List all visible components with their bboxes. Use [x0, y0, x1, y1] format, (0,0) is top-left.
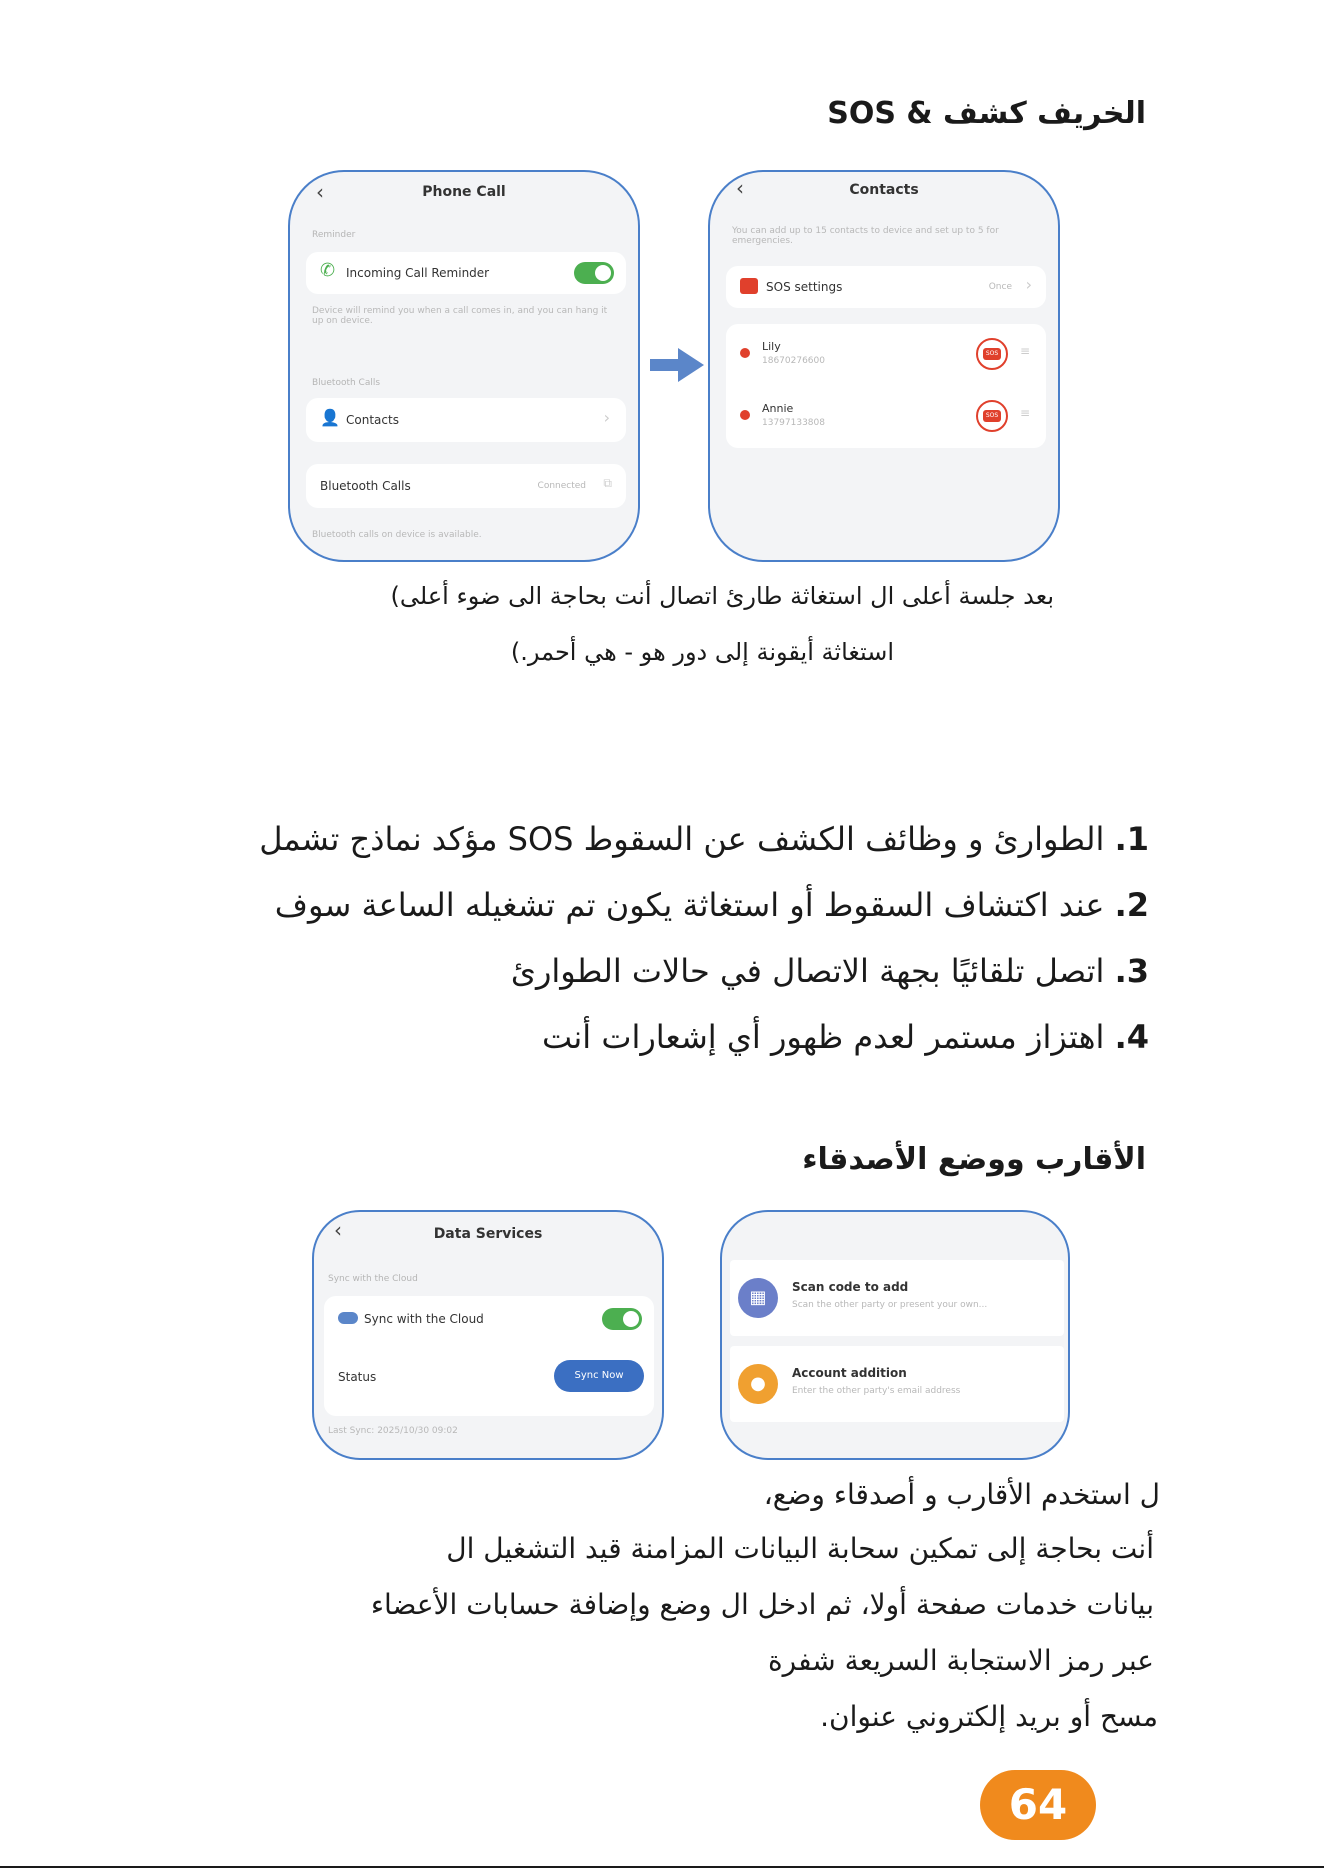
red-dot-icon — [740, 348, 750, 358]
person-icon: 👤 — [320, 408, 340, 427]
phone-call-screenshot — [288, 170, 640, 562]
list-number: 4. — [1114, 1018, 1149, 1056]
scan-code-title: Scan code to add — [792, 1280, 909, 1294]
list-item[interactable] — [726, 386, 1046, 448]
list-text: اهتزاز مستمر لعدم ظهور أي إشعارات أنت — [541, 1018, 1115, 1056]
contact-number: 18670276600 — [762, 356, 825, 366]
list-item-1 — [259, 820, 1149, 858]
status-label: Status — [338, 1370, 377, 1384]
qr-code-icon: ▦ — [738, 1278, 778, 1318]
account-addition-desc: Enter the other party's email address — [792, 1386, 961, 1396]
caption-line-2: استغاثة أيقونة إلى دور هو - هي أحمر.) — [510, 638, 894, 666]
list-item-4 — [542, 1018, 1149, 1056]
section-heading-fall-sos: الخريف كشف & SOS — [827, 96, 1146, 131]
bluetooth-link-icon: ⧉ — [603, 476, 612, 490]
cloud-icon — [338, 1312, 358, 1324]
last-sync-text: Last Sync: 2025/10/30 09:02 — [328, 1426, 458, 1436]
contact-name: Annie — [762, 402, 794, 415]
screen-title: Phone Call — [422, 184, 506, 200]
contact-number: 13797133808 — [762, 418, 825, 428]
sos-badge-icon[interactable] — [976, 338, 1008, 370]
list-item-3 — [511, 952, 1149, 990]
section-label-bluetooth: Bluetooth Calls — [312, 378, 381, 388]
list-text: الطوارئ و وظائف الكشف عن السقوط SOS مؤكد نماذج تشمل — [259, 820, 1115, 858]
sync-now-button[interactable]: Sync Now — [554, 1360, 644, 1392]
sos-badge-label: SOS — [983, 410, 1001, 422]
sos-settings-value: Once — [988, 282, 1012, 292]
contacts-row[interactable] — [306, 398, 626, 442]
page-number-badge: 64 — [980, 1770, 1096, 1840]
contacts-desc: You can add up to 15 contacts to device and set up to 5 for emergencies. — [732, 226, 999, 246]
add-member-screenshot — [720, 1210, 1070, 1460]
sos-settings-row[interactable] — [726, 266, 1046, 308]
account-addition-row[interactable] — [730, 1346, 1064, 1422]
paragraph-line-5: مسح أو بريد إلكتروني عنوان. — [820, 1700, 1158, 1733]
incoming-call-desc: Device will remind you when a call comes in, and you can hang it up on device. — [312, 306, 608, 326]
incoming-call-row — [306, 252, 626, 294]
scan-code-row[interactable] — [730, 1260, 1064, 1336]
sos-settings-label: SOS settings — [766, 280, 843, 294]
scan-code-desc: Scan the other party or present your own... — [792, 1300, 988, 1310]
contact-name: Lily — [762, 340, 781, 353]
sync-toggle[interactable] — [602, 1308, 642, 1330]
chevron-right-icon: › — [603, 408, 610, 427]
phone-icon: ✆ — [320, 260, 336, 281]
list-item[interactable] — [726, 324, 1046, 386]
sos-icon — [740, 278, 758, 294]
back-arrow-icon[interactable]: ‹ — [736, 176, 744, 200]
paragraph-line-3: بيانات خدمات صفحة أولا، ثم ادخل ال وضع وإضافة حسابات الأعضاء — [370, 1588, 1154, 1621]
incoming-call-toggle[interactable] — [574, 262, 614, 284]
screen-title: Contacts — [849, 182, 919, 198]
back-arrow-icon[interactable]: ‹ — [316, 180, 324, 204]
data-services-screenshot — [312, 1210, 664, 1460]
list-text: اتصل تلقائيًا بجهة الاتصال في حالات الطوارئ — [510, 952, 1115, 990]
back-arrow-icon[interactable]: ‹ — [334, 1218, 342, 1242]
sync-label: Sync with the Cloud — [364, 1312, 484, 1326]
incoming-call-label: Incoming Call Reminder — [346, 266, 490, 280]
account-addition-title: Account addition — [792, 1366, 907, 1380]
drag-handle-icon[interactable]: ≡ — [1020, 344, 1031, 358]
list-number: 2. — [1114, 886, 1149, 924]
page-bottom-rule — [0, 1866, 1324, 1868]
drag-handle-icon[interactable]: ≡ — [1020, 406, 1031, 420]
arrow-right-icon — [650, 348, 704, 386]
bluetooth-status: Connected — [537, 481, 586, 491]
sync-card — [324, 1296, 654, 1416]
list-item-2 — [275, 886, 1149, 924]
contacts-screenshot — [708, 170, 1060, 562]
paragraph-line-2: أنت بحاجة إلى تمكين سحابة البيانات المزامنة قيد التشغيل ال — [446, 1532, 1154, 1565]
paragraph-line-4: عبر رمز الاستجابة السريعة شفرة — [767, 1644, 1154, 1677]
section-heading-family-friends: الأقارب ووضع الأصدقاء — [802, 1142, 1146, 1177]
sos-badge-icon[interactable] — [976, 400, 1008, 432]
screen-title: Data Services — [433, 1226, 543, 1242]
account-icon: ● — [738, 1364, 778, 1404]
bluetooth-calls-label: Bluetooth Calls — [320, 479, 411, 493]
list-number: 3. — [1114, 952, 1149, 990]
section-label-sync: Sync with the Cloud — [328, 1274, 418, 1284]
sos-badge-label: SOS — [983, 348, 1001, 360]
bluetooth-desc: Bluetooth calls on device is available. — [312, 530, 482, 540]
red-dot-icon — [740, 410, 750, 420]
caption-line-1: بعد جلسة أعلى ال استغاثة طارئ اتصال أنت بحاجة الى ضوء أعلى) — [390, 582, 1054, 610]
list-text: عند اكتشاف السقوط أو استغاثة يكون تم تشغيله الساعة سوف — [274, 886, 1115, 924]
contacts-list — [726, 324, 1046, 448]
contacts-label: Contacts — [346, 413, 399, 427]
list-number: 1. — [1114, 820, 1149, 858]
chevron-right-icon: › — [1025, 275, 1032, 294]
section-label-reminder: Reminder — [312, 230, 356, 240]
paragraph-line-1: ل استخدم الأقارب و أصدقاء وضع، — [763, 1478, 1160, 1511]
bluetooth-calls-row — [306, 464, 626, 508]
